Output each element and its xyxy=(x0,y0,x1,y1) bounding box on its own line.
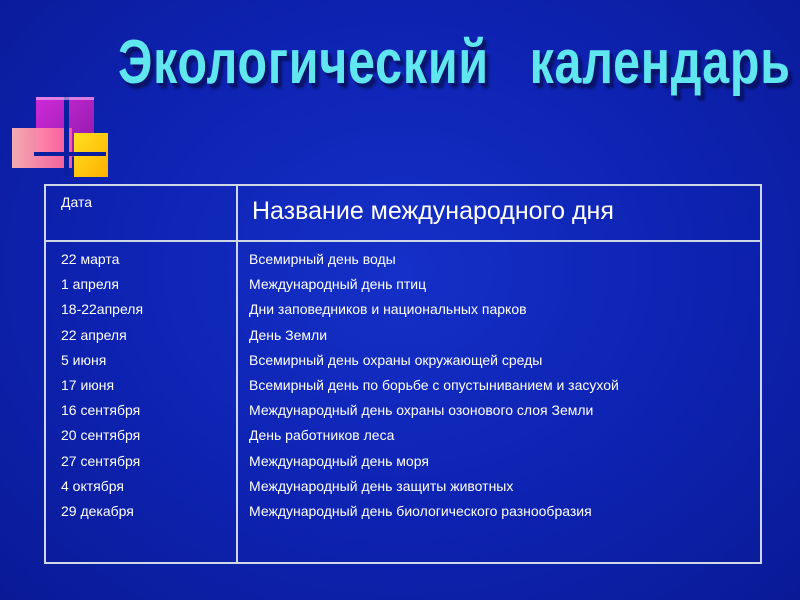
name-cell: Международный день птиц xyxy=(249,276,427,293)
header-name-label: Название международного дня xyxy=(252,197,614,225)
name-cell: Международный день охраны озонового слоя Земли xyxy=(249,402,594,419)
name-cell: Международный день моря xyxy=(249,452,429,469)
name-cell: Всемирный день воды xyxy=(249,251,396,267)
name-cell: День Земли xyxy=(249,326,328,343)
name-cell: Всемирный день по борьбе с опустыниванием и засухой xyxy=(249,377,619,394)
date-cell: 16 сентября xyxy=(61,402,141,419)
date-cell: 22 марта xyxy=(61,251,120,267)
date-cell: 5 июня xyxy=(61,351,107,368)
name-cell: День работников леса xyxy=(249,427,395,444)
header-name-cell xyxy=(237,185,761,241)
name-cell: Международный день биологического разнообразия xyxy=(249,503,592,520)
name-cell: Международный день защиты животных xyxy=(249,477,514,494)
table-header-row xyxy=(45,185,761,241)
name-column xyxy=(237,241,761,563)
date-cell: 20 сентября xyxy=(61,427,141,444)
date-cell: 27 сентября xyxy=(61,452,141,469)
date-cell: 29 декабря xyxy=(61,503,134,520)
name-cell: Дни заповедников и национальных парков xyxy=(249,301,527,318)
date-cell: 22 апреля xyxy=(61,326,127,343)
eco-calendar-table xyxy=(44,184,762,564)
date-cell: 1 апреля xyxy=(61,276,119,293)
date-cell: 17 июня xyxy=(61,377,115,394)
date-cell: 4 октября xyxy=(61,477,124,494)
header-date-cell xyxy=(45,185,237,241)
date-cell: 18-22апреля xyxy=(61,301,144,318)
table-row xyxy=(45,241,761,563)
name-cell: Всемирный день охраны окружающей среды xyxy=(249,351,543,368)
page-title: Экологический календарь xyxy=(118,28,791,97)
decorative-squares-icon xyxy=(0,0,120,180)
header-date-label: Дата xyxy=(61,194,93,210)
date-column xyxy=(45,241,237,563)
